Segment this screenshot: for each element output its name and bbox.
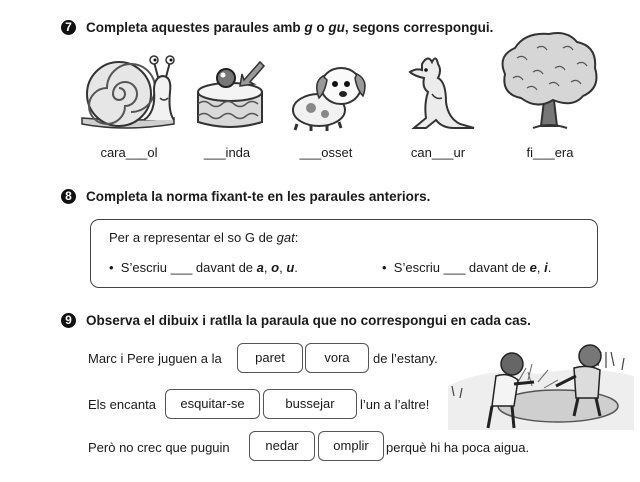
word-snail: cara___ol: [100, 145, 158, 160]
rule-intro: Per a representar el so G de gat:: [109, 230, 299, 245]
word-cake: ___inda: [203, 145, 251, 160]
cake-icon: [188, 52, 272, 134]
word-puppy: ___osset: [299, 145, 353, 160]
option-esquitar-se[interactable]: esquitar-se: [165, 389, 260, 419]
exercise-7-title: Completa aquestes paraules amb g o gu, segons correspongui.: [86, 20, 494, 35]
snail-icon: [74, 52, 184, 134]
sentence-3-end: perquè hi ha poca aigua.: [386, 440, 530, 455]
exercise-number-7: 7: [61, 20, 76, 35]
option-paret[interactable]: paret: [237, 343, 303, 373]
option-bussejar[interactable]: bussejar: [263, 389, 357, 419]
exercise-number-8: 8: [61, 189, 76, 204]
word-kangaroo: can___ur: [410, 145, 466, 160]
option-omplir[interactable]: omplir: [318, 431, 384, 461]
sentence-1-start: Marc i Pere juguen a la: [88, 351, 222, 366]
boys-splashing-illustration: [448, 336, 634, 430]
exercise-8-title: Completa la norma fixant-te en les paraules anteriors.: [86, 189, 431, 204]
option-vora[interactable]: vora: [305, 343, 369, 373]
sentence-2-start: Els encanta: [88, 397, 156, 412]
kangaroo-icon: [396, 52, 480, 134]
rule-bullet-e-i: • S’escriu ___ davant de e, i.: [382, 260, 552, 275]
sentence-2-end: l’un a l’altre!: [360, 397, 430, 412]
exercise-number-9: 9: [61, 313, 76, 328]
option-nedar[interactable]: nedar: [249, 431, 315, 461]
word-fig-tree: fi___era: [526, 145, 574, 160]
rule-bullet-a-o-u: • S’escriu ___ davant de a, o, u.: [109, 260, 298, 275]
rule-box: [90, 219, 598, 288]
fig-tree-icon: [497, 28, 601, 134]
exercise-9-title: Observa el dibuix i ratlla la paraula que no correspongui en cada cas.: [86, 313, 531, 328]
sentence-3-start: Però no crec que puguin: [88, 440, 230, 455]
sentence-1-end: de l’estany.: [373, 351, 438, 366]
puppy-icon: [287, 52, 371, 134]
